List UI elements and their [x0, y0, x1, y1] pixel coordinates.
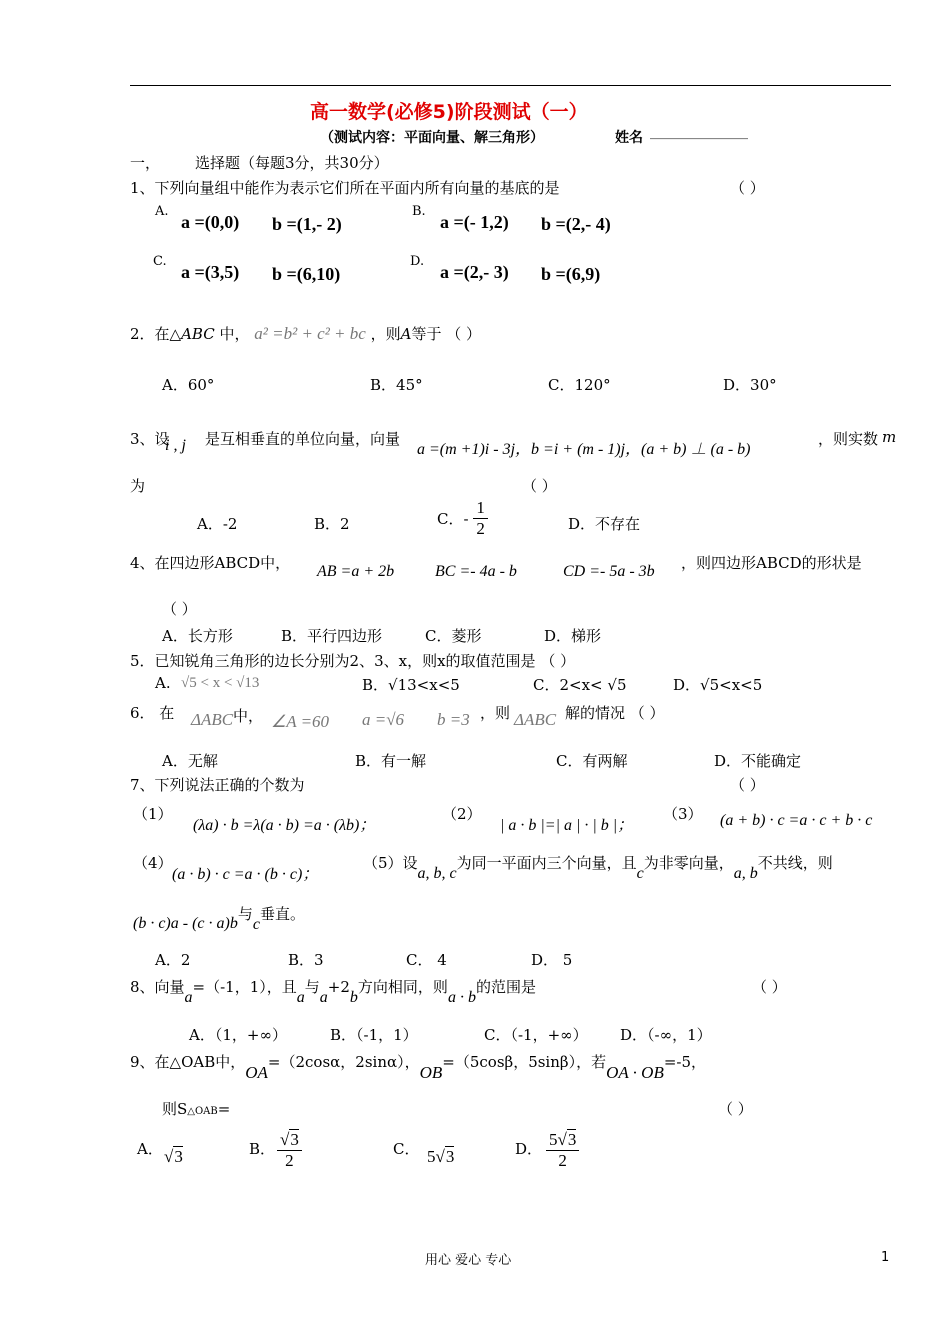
- q5-stem: 5．已知锐角三角形的边长分别为2、3、x，则x的取值范围是 （ ）: [130, 652, 576, 670]
- q1-option-a-vec-b: b =(1,- 2): [272, 214, 342, 234]
- q6-option-b[interactable]: B．有一解: [355, 752, 427, 770]
- section-number: 一，: [130, 154, 161, 172]
- q9-option-b-label: B．: [249, 1140, 276, 1158]
- footer-slogan: 用心 爱心 专心: [425, 1253, 512, 1268]
- q1-option-c-vec-a: a =(3,5): [181, 262, 240, 282]
- q1-option-c-vec-b: b =(6,10): [272, 264, 341, 284]
- q8-option-a[interactable]: A．（1，+∞）: [189, 1026, 287, 1044]
- q8-option-c[interactable]: C．（-1，+∞）: [484, 1026, 588, 1044]
- q6-triangle-2: ΔABC: [514, 710, 557, 729]
- q5-option-c[interactable]: C．2<x< √5: [533, 676, 627, 694]
- q7-statement-4: (a · b) · c =a · (b · c)；: [172, 866, 319, 883]
- q1-option-d-label: D.: [410, 254, 425, 269]
- page-title: 高一数学(必修5)阶段测试（一）: [310, 101, 588, 123]
- q5-option-d[interactable]: D．√5<x<5: [673, 676, 763, 694]
- q3-stem-post: ，则实数: [818, 430, 879, 448]
- q8-option-b[interactable]: B．（-1，1）: [330, 1026, 418, 1044]
- q6-stem-mid: 中，: [233, 707, 264, 725]
- q3-stem-mid: 是互相垂直的单位向量，向量: [205, 430, 401, 448]
- q4-option-a[interactable]: A．长方形: [162, 627, 233, 645]
- q8-stem: 8、向量a=（-1，1），且a与a+2b方向相同，则a · b的范围是: [130, 978, 536, 1006]
- q4-answer-paren[interactable]: （ ）: [162, 600, 197, 618]
- q3-formula: a =(m +1)i - 3j，b =i + (m - 1)j，(a + b) ⊥ (a - b): [417, 441, 751, 458]
- q9-answer-paren[interactable]: （ ）: [718, 1100, 753, 1118]
- q9-option-d-label: D．: [515, 1140, 543, 1158]
- q7-statement-4-label: （4）: [133, 854, 173, 872]
- name-blank[interactable]: ______________: [650, 124, 748, 140]
- q7-option-a[interactable]: A．2: [155, 951, 191, 969]
- q6-option-a[interactable]: A．无解: [162, 752, 218, 770]
- q9-option-c-label: C．: [393, 1140, 420, 1158]
- q9-stem: 9、在△OAB中，OA=（2cosα，2sinα），OB=（5cosβ，5sinβ），若OA · OB=-5，: [130, 1053, 707, 1082]
- q2-stem: 2．在△ABC 中， a² =b² + c² + bc ，则A等于 （ ）: [130, 324, 482, 343]
- q1-option-a-vec-a: a =(0,0): [181, 212, 240, 232]
- q7-statement-2-label: （2）: [442, 805, 482, 823]
- q2-option-d[interactable]: D．30°: [723, 376, 777, 394]
- q4-formula-cd: CD =- 5a - 3b: [563, 563, 655, 580]
- q4-option-d[interactable]: D．梯形: [544, 627, 602, 645]
- q7-statement-5: （5）设a, b, c为同一平面内三个向量，且c为非零向量，a, b不共线，则: [363, 854, 833, 882]
- q4-stem-pre: 4、在四边形ABCD中，: [130, 554, 291, 572]
- q9-option-d[interactable]: $\frac{5√3}{2}$: [546, 1130, 579, 1171]
- q4-option-b[interactable]: B．平行四边形: [281, 627, 383, 645]
- q7-statement-3: (a + b) · c =a · c + b · c: [720, 812, 873, 829]
- q1-option-d-vec-b: b =(6,9): [541, 264, 601, 284]
- q1-option-b-vec-b: b =(2,- 4): [541, 214, 611, 234]
- q1-option-b-vec-a: a =(- 1,2): [440, 212, 509, 232]
- q9-stem-line2: 则S△OAB=: [162, 1100, 231, 1118]
- q3-stem-pre: 3、设: [130, 430, 170, 448]
- q1-answer-paren[interactable]: （ ）: [730, 179, 765, 197]
- q7-statement-2: | a · b |=| a | · | b |；: [500, 817, 634, 834]
- q7-answer-paren[interactable]: （ ）: [730, 776, 765, 794]
- q3-option-a[interactable]: A．-2: [197, 515, 238, 533]
- q6-angle: ∠A =60: [271, 712, 330, 731]
- q7-statement-5-line2: (b · c)a - (c · a)b与c垂直。: [133, 905, 305, 933]
- q2-formula: a² =b² + c² + bc: [254, 324, 366, 343]
- q3-option-d[interactable]: D．不存在: [568, 515, 641, 533]
- q6-triangle: ΔABC: [191, 710, 234, 729]
- q6-stem-pre: 6． 在: [130, 704, 175, 722]
- q7-option-c[interactable]: C． 4: [406, 951, 447, 969]
- subtitle: （测试内容：平面向量、解三角形）: [320, 130, 544, 146]
- q8-answer-paren[interactable]: （ ）: [752, 978, 787, 996]
- q1-option-b-label: B.: [412, 204, 426, 219]
- q4-formula-bc: BC =- 4a - b: [435, 563, 517, 580]
- q3-m: m: [882, 428, 897, 446]
- q1-option-d-vec-a: a =(2,- 3): [440, 262, 509, 282]
- q2-option-b[interactable]: B．45°: [370, 376, 423, 394]
- q1-stem: 1、下列向量组中能作为表示它们所在平面内所有向量的基底的是: [130, 179, 560, 197]
- page-number: 1: [881, 1250, 890, 1265]
- q9-option-b[interactable]: $\frac{√3}{2}$: [277, 1130, 302, 1171]
- q7-stem: 7、下列说法正确的个数为: [130, 776, 305, 794]
- q9-option-a-label: A．: [137, 1140, 163, 1158]
- q5-option-b[interactable]: B．√13<x<5: [362, 676, 460, 694]
- q6-side-a: a =√6: [362, 710, 405, 729]
- q1-option-a-label: A.: [155, 204, 169, 219]
- name-label: 姓名: [615, 130, 643, 146]
- q5-option-a-label: A.: [155, 674, 171, 692]
- header-rule: [130, 85, 891, 86]
- q3-ij: i , j: [165, 437, 186, 454]
- q6-stem-post: ，则: [480, 704, 511, 722]
- q6-stem-end: 解的情况 （ ）: [565, 704, 665, 722]
- q6-option-c[interactable]: C．有两解: [556, 752, 628, 770]
- section-heading: 选择题（每题3分，共30分）: [195, 154, 389, 172]
- q3-stem-line2: 为: [130, 477, 146, 495]
- q9-option-a[interactable]: √3: [164, 1147, 183, 1166]
- q7-option-d[interactable]: D． 5: [531, 951, 573, 969]
- q5-option-a[interactable]: √5 < x < √13: [181, 675, 260, 691]
- q4-stem-post: ，则四边形ABCD的形状是: [681, 554, 862, 572]
- q7-statement-1: (λa) · b =λ(a · b) =a · (λb)；: [193, 817, 376, 834]
- q2-option-a[interactable]: A．60°: [162, 376, 215, 394]
- q2-option-c[interactable]: C．120°: [548, 376, 611, 394]
- q7-statement-3-label: （3）: [663, 805, 703, 823]
- q4-option-c[interactable]: C．菱形: [425, 627, 482, 645]
- q8-option-d[interactable]: D．（-∞，1）: [620, 1026, 712, 1044]
- q3-option-b[interactable]: B．2: [314, 515, 350, 533]
- q3-option-c[interactable]: C．- $\frac{1}{2}$: [437, 498, 488, 539]
- q7-option-b[interactable]: B．3: [288, 951, 324, 969]
- q6-option-d[interactable]: D．不能确定: [714, 752, 802, 770]
- q9-option-c[interactable]: 5√3: [427, 1147, 455, 1166]
- q6-side-b: b =3: [437, 710, 470, 729]
- q7-statement-1-label: （1）: [133, 805, 173, 823]
- q3-answer-paren[interactable]: （ ）: [522, 477, 557, 495]
- q4-formula-ab: AB =a + 2b: [317, 563, 395, 580]
- q1-option-c-label: C.: [153, 254, 167, 269]
